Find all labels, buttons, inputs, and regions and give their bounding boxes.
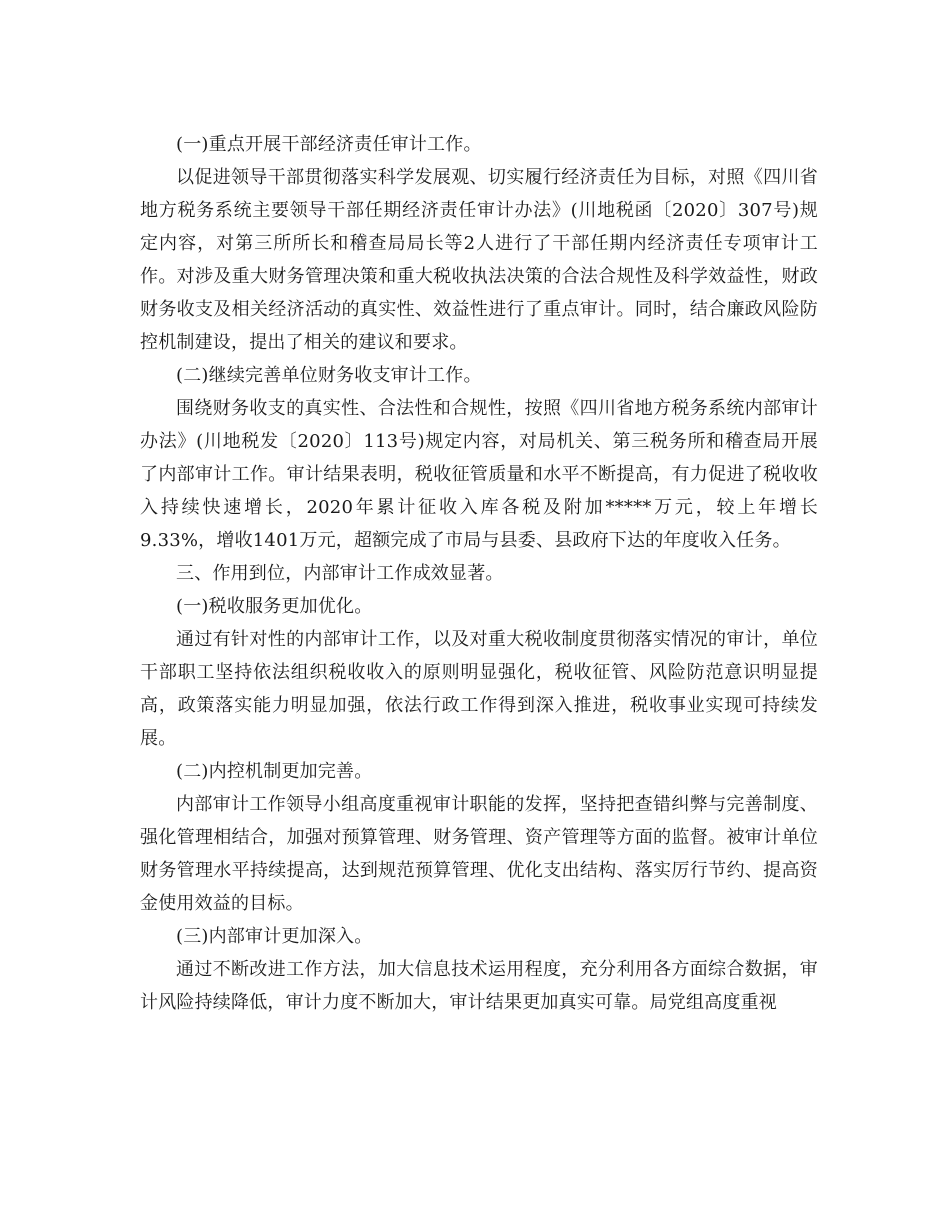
heading-tax-service: (一)税收服务更加优化。 (176, 596, 373, 617)
paragraph-internal-audit-deeper: 通过不断改进工作方法，加大信息技术运用程度，充分利用各方面综合数据，审计风险持续降低，审计力度不断加大，审计结果更加真实可靠。局党组高度重视 (140, 959, 818, 1013)
heading-internal-control: (二)内控机制更加完善。 (176, 761, 373, 782)
paragraph-tax-service: 通过有针对性的内部审计工作，以及对重大税收制度贯彻落实情况的审计，单位干部职工坚持依法组织税收收入的原则明显强化，税收征管、风险防范意识明显提高，政策落实能力明显加强，依法行政工作得到深入推进，税收事业实现可持续发展。 (140, 629, 818, 749)
document-body (140, 128, 818, 1019)
section-heading-effects: 三、作用到位，内部审计工作成效显著。 (176, 563, 504, 584)
heading-internal-audit-deeper: (三)内部审计更加深入。 (176, 926, 373, 947)
paragraph-cadre-economic-audit: 以促进领导干部贯彻落实科学发展观、切实履行经济责任为目标，对照《四川省地方税务系统主要领导干部任期经济责任审计办法》(川地税函〔2020〕307号)规定内容，对第三所所长和稽查局局长等2人进行了干部任期内经济责任专项审计工作。对涉及重大财务管理决策和重大税收执法决策的合法合规性及科学效益性，财政财务收支及相关经济活动的真实性、效益性进行了重点审计。同时，结合廉政风险防控机制建设，提出了相关的建议和要求。 (140, 167, 818, 353)
heading-financial-audit: (二)继续完善单位财务收支审计工作。 (176, 365, 482, 386)
heading-cadre-economic-audit: (一)重点开展干部经济责任审计工作。 (176, 134, 482, 155)
paragraph-internal-control: 内部审计工作领导小组高度重视审计职能的发挥，坚持把查错纠弊与完善制度、强化管理相结合，加强对预算管理、财务管理、资产管理等方面的监督。被审计单位财务管理水平持续提高，达到规范预算管理、优化支出结构、落实厉行节约、提高资金使用效益的目标。 (140, 794, 818, 914)
paragraph-financial-audit: 围绕财务收支的真实性、合法性和合规性，按照《四川省地方税务系统内部审计办法》(川地税发〔2020〕113号)规定内容，对局机关、第三税务所和稽查局开展了内部审计工作。审计结果表明，税收征管质量和水平不断提高，有力促进了税收收入持续快速增长，2020年累计征收入库各税及附加*****万元，较上年增长9.33%，增收1401万元，超额完成了市局与县委、县政府下达的年度收入任务。 (140, 398, 818, 551)
